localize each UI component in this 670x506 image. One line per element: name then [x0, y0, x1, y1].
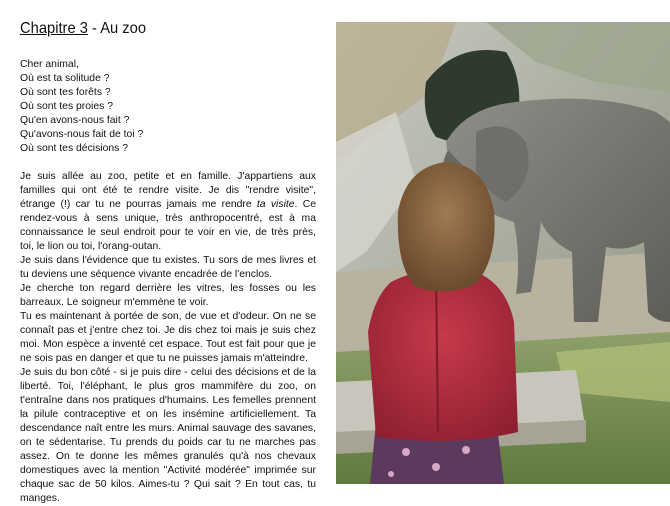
- poem-line: Cher animal,: [20, 59, 79, 70]
- paragraph: Je cherche ton regard derrière les vitres, les fosses ou les barreaux. Le soigneur m'emmène te voir.: [20, 283, 316, 308]
- paragraph: Tu es maintenant à portée de son, de vue et d'odeur. On ne se connaît pas et j'entre chez toi. Je dis chez toi mais je suis chez moi. Mon espèce a inventé cet espace. Tout est fait pour que je ne sois pas en danger et que tu ne puisses jamais m'atteindre.: [20, 311, 316, 364]
- paragraph-text: Je suis allée au zoo, petite et en famille. J'appartiens aux familles qui ont été te rendre visite. Je dis "rendre visite", étrange (!) car tu ne pourras jamais me rendre: [20, 171, 316, 210]
- zoo-photo: [336, 22, 670, 484]
- chapter-subtitle: - Au zoo: [87, 20, 147, 37]
- chapter-title: [20, 19, 146, 39]
- emphasis: ta visite: [256, 199, 295, 210]
- poem-line: Qu'en avons-nous fait ?: [20, 115, 130, 126]
- poem-line: Où est ta solitude ?: [20, 73, 110, 84]
- paragraph: Je suis du bon côté - si je puis dire - celui des décisions et de la liberté. Toi, l'éléphant, le plus gros mammifère du zoo, on t'entraîne dans nos pratiques d'humains. Les femelles prennent la pilule contraceptive et on les insémine artificiellement. Ta descendance naît entre les murs. Animal sauvage des savanes, on te sédentarise. Tu prends du poids car tu ne marches pas assez. On te donne les mêmes granulés qu'à nos chevaux domestiques avec la mention "Activité modérée" imprimée sur chaque sac de 50 kilos. Aimes-tu ? Qui sait ? En tout cas, tu manges.: [20, 367, 316, 504]
- photo-illustration: [336, 22, 670, 484]
- poem-line: Qu'avons-nous fait de toi ?: [20, 129, 144, 140]
- poem-line: Où sont tes proies ?: [20, 101, 113, 112]
- poem-line: Où sont tes forêts ?: [20, 87, 111, 98]
- poem: [20, 58, 316, 156]
- chapter-number: Chapitre 3: [20, 20, 88, 37]
- paragraph: Je suis dans l'évidence que tu existes. Tu sors de mes livres et tu deviens une séquence vivante encadrée de l'enclos.: [20, 255, 316, 280]
- poem-line: Où sont tes décisions ?: [20, 143, 129, 154]
- text-column: [20, 58, 316, 506]
- paragraph: [20, 170, 316, 254]
- paragraph-text: . Ce rendez-vous à sens unique, très anthropocentré, est à ma connaissance le seul endroit pour te voir en vie, de très près, toi, le lion ou toi, l'orang-outan.: [20, 199, 316, 252]
- prose: [20, 170, 316, 506]
